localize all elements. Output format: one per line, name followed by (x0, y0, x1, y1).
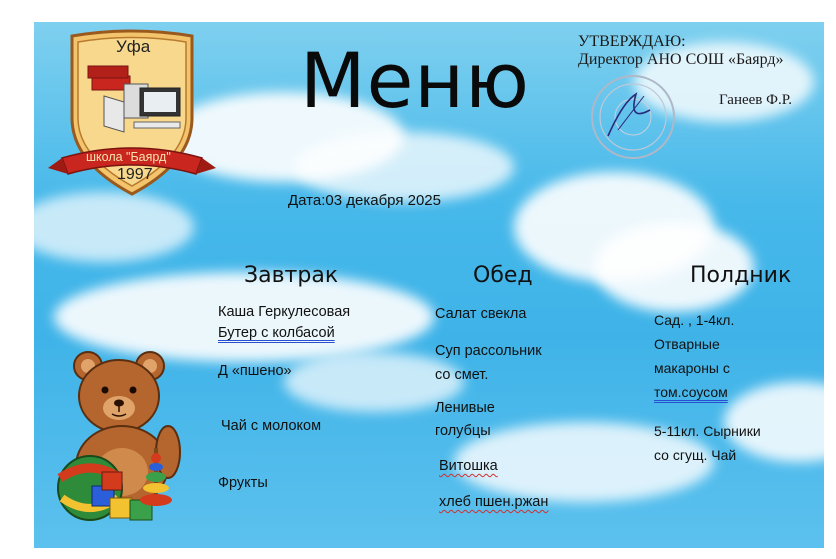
lunch-heading: Обед (473, 263, 533, 288)
snack-item: со сгущ. Чай (654, 447, 737, 463)
snack-item: макароны с (654, 360, 730, 376)
teddy-bear-icon (50, 348, 200, 528)
approval-signatory: Ганеев Ф.Р. (719, 92, 792, 108)
breakfast-item: Фрукты (218, 475, 268, 491)
approval-line1: УТВЕРЖДАЮ: (578, 33, 686, 50)
emblem-year: 1997 (117, 166, 153, 183)
cloud (34, 192, 194, 262)
page-title: Меню (300, 36, 530, 125)
snack-item: 5-11кл. Сырники (654, 423, 761, 439)
approval-line2: Директор АНО СОШ «Баярд» (578, 51, 784, 68)
lunch-item: Витошка (439, 458, 498, 474)
breakfast-item: Чай с молоком (221, 418, 322, 434)
emblem-city: Уфа (116, 37, 151, 56)
breakfast-item: Д «пшено» (218, 363, 292, 379)
breakfast-item: Бутер с колбасой (218, 325, 335, 341)
snack-item: том.соусом (654, 384, 728, 400)
lunch-item: со смет. (435, 367, 489, 383)
menu-date: Дата:03 декабря 2025 (288, 192, 441, 209)
snack-item: Сад. , 1-4кл. (654, 312, 735, 328)
snack-heading: Полдник (690, 263, 792, 288)
emblem-ribbon-text: школа "Баярд" (86, 150, 171, 164)
breakfast-heading: Завтрак (244, 263, 339, 288)
breakfast-item: Каша Геркулесовая (218, 304, 351, 320)
lunch-item (439, 492, 548, 512)
snack-item: Отварные (654, 336, 720, 352)
lunch-item: голубцы (435, 423, 491, 439)
lunch-item: Салат свекла (435, 306, 527, 322)
lunch-item: Суп рассольник (435, 343, 542, 359)
official-seal-icon (588, 72, 678, 162)
lunch-item-text: хлеб пшен.ржан (439, 494, 549, 510)
lunch-item: Ленивые (435, 400, 495, 416)
